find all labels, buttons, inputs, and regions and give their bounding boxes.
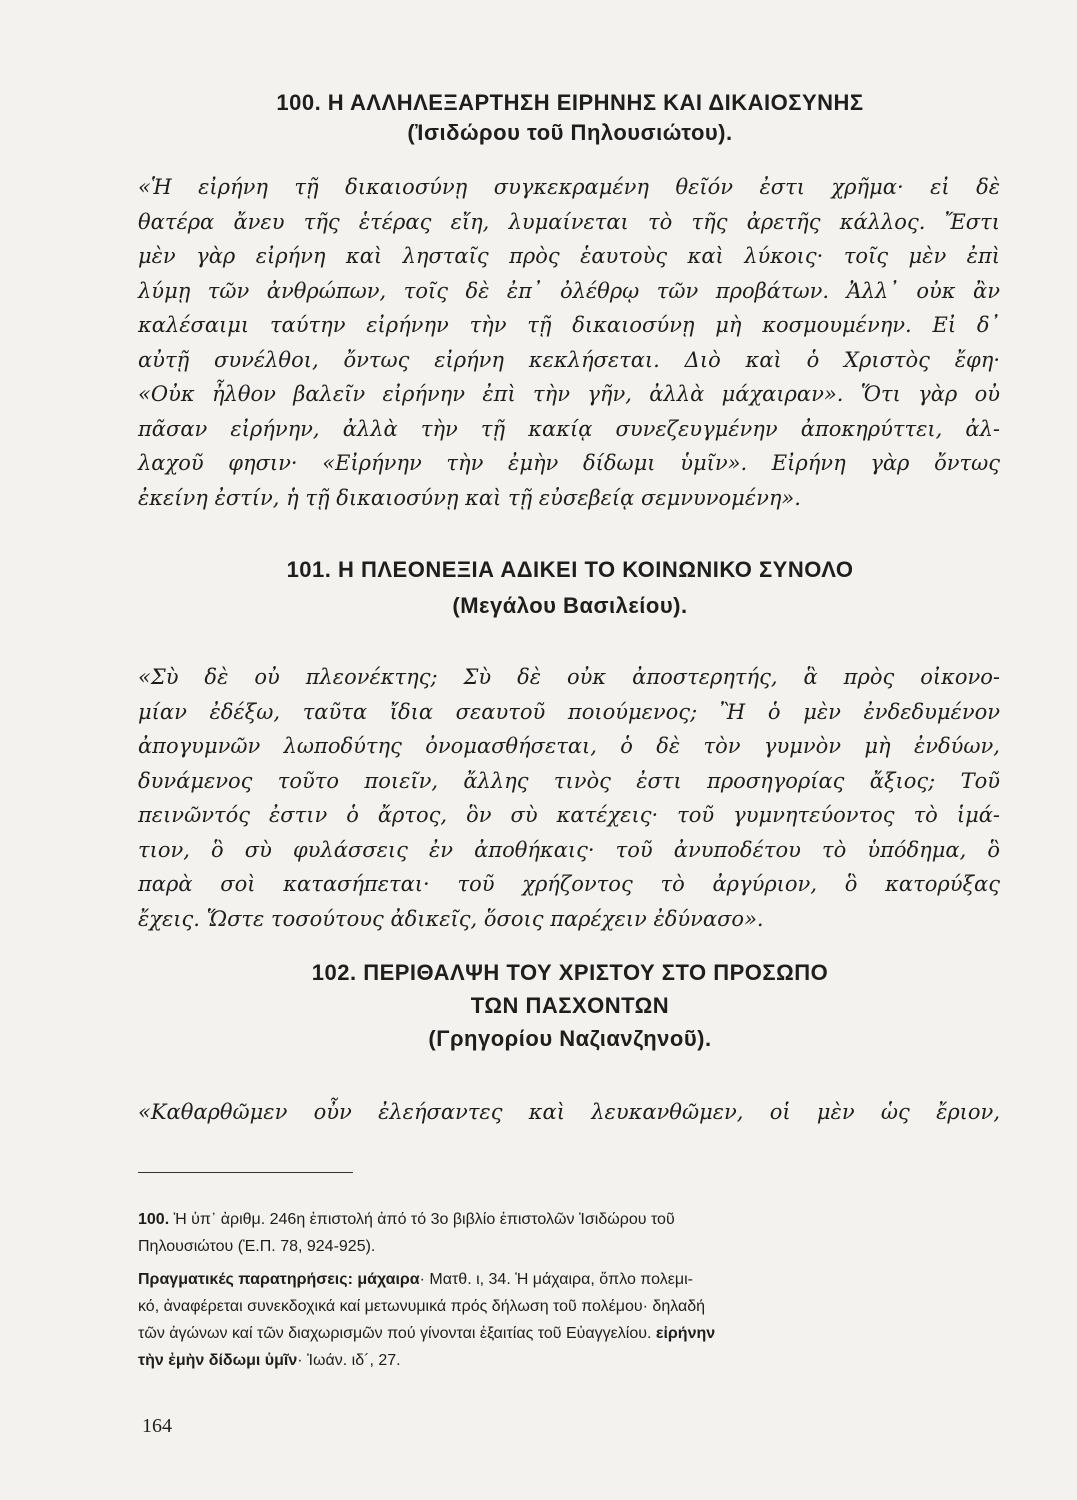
- quote-line: λύμῃ τῶν ἀνθρώπων, τοῖς δὲ ἐπ᾽ ὀλέθρῳ τῶν προβάτων. Ἀλλ᾽ οὐκ ἂν: [138, 278, 1000, 303]
- quote-line: μίαν ἐδέξω, ταῦτα ἴδια σεαυτοῦ ποιούμενος; Ἢ ὁ μὲν ἐνδεδυμένον: [138, 699, 1000, 724]
- quote-line: δυνάμενος τοῦτο ποιεῖν, ἄλλης τινὸς ἐστι προσηγορίας ἄξιος; Τοῦ: [138, 768, 1000, 793]
- quote-line: αὐτῇ συνέλθοι, ὄντως εἰρήνη κεκλήσεται. Διὸ καὶ ὁ Χριστὸς ἔφη·: [138, 347, 1000, 372]
- footnote-line: [138, 1320, 1008, 1347]
- footnote-text: · Ἰωάν. ιδ´, 27.: [297, 1352, 401, 1369]
- quote-line: μὲν γὰρ εἰρήνη καὶ λησταῖς πρὸς ἑαυτοὺς καὶ λύκοις· τοῖς μὲν ἐπὶ: [138, 244, 1000, 268]
- section-100-quote: [138, 170, 1000, 515]
- footnote-divider: [138, 1172, 353, 1173]
- quote-line: πᾶσαν εἰρήνην, ἀλλὰ τὴν τῇ κακίᾳ συνεζευγμένην ἀποκηρύττει, ἀλ-: [138, 416, 1000, 441]
- footnote-line: [138, 1266, 1008, 1293]
- footnote-number: 100.: [138, 1211, 170, 1228]
- footnote-term: Πραγματικές παρατηρήσεις: μάχαιρα: [138, 1271, 420, 1288]
- section-101-heading: [130, 555, 1010, 621]
- section-102-quote: [138, 1095, 1000, 1130]
- footnote-line: [138, 1206, 1008, 1233]
- footnote-text: κό, ἀναφέρεται συνεκδοχικά καί μετωνυμικά πρός δήλωση τοῦ πολέμου· δηλαδή: [138, 1298, 706, 1315]
- page-number: 164: [142, 1415, 172, 1437]
- quote-line: «Οὐκ ἦλθον βαλεῖν εἰρήνην ἐπὶ τὴν γῆν, ἀλλὰ μάχαιραν». Ὅτι γὰρ οὐ: [138, 382, 1000, 406]
- quote-line: «Καθαρθῶμεν οὖν ἐλεήσαντες καὶ λευκανθῶμεν, οἱ μὲν ὡς ἔριον,: [138, 1100, 1000, 1124]
- quote-line: ἀπογυμνῶν λωποδύτης ὀνομασθήσεται, ὁ δὲ τὸν γυμνὸν μὴ ἐνδύων,: [138, 734, 1000, 758]
- section-101-quote: [138, 660, 1000, 936]
- footnote-text: τῶν ἀγώνων καί τῶν διαχωρισμῶν πού γίνονται ἐξαιτίας τοῦ Εὐαγγελίου.: [138, 1325, 656, 1342]
- footnote-text: Ἡ ὑπ᾽ ἀριθμ. 246η ἐπιστολή ἀπό τό 3ο βιβλίο ἐπιστολῶν Ἰσιδώρου τοῦ: [169, 1211, 675, 1228]
- section-author: (Μεγάλου Βασιλείου).: [452, 593, 688, 618]
- footnote-term: τὴν ἐμὴν δίδωμι ὑμῖν: [138, 1352, 298, 1369]
- section-title: 100. Η ΑΛΛΗΛΕΞΑΡΤΗΣΗ ΕΙΡΗΝΗΣ ΚΑΙ ΔΙΚΑΙΟΣΥΝΗΣ: [276, 90, 864, 115]
- quote-line: πεινῶντός ἐστιν ὁ ἄρτος, ὃν σὺ κατέχεις· τοῦ γυμνητεύοντος τὸ ἱμά-: [138, 803, 1000, 827]
- section-102-heading: [130, 958, 1010, 1054]
- quote-line: «Ἡ εἰρήνη τῇ δικαιοσύνῃ συγκεκραμένη θεῖόν ἐστι χρῆμα· εἰ δὲ: [138, 175, 1000, 199]
- footnote-line: [138, 1347, 1008, 1374]
- quote-line: «Σὺ δὲ οὐ πλεονέκτης; Σὺ δὲ οὐκ ἀποστερητής, ἃ πρὸς οἰκονο-: [138, 665, 1000, 689]
- footnote-text: Πηλουσιώτου (Ἑ.Π. 78, 924-925).: [138, 1238, 376, 1255]
- quote-line: ἐκείνη ἐστίν, ἡ τῇ δικαιοσύνῃ καὶ τῇ εὐσεβείᾳ σεμνυνομένη».: [138, 485, 801, 510]
- footnote-text: · Ματθ. ι, 34. Ἡ μάχαιρα, ὅπλο πολεμι-: [419, 1271, 693, 1288]
- section-title: 101. Η ΠΛΕΟΝΕΞΙΑ ΑΔΙΚΕΙ ΤΟ ΚΟΙΝΩΝΙΚΟ ΣΥΝΟΛΟ: [286, 557, 854, 582]
- quote-line: λαχοῦ φησιν· «Εἰρήνην τὴν ἐμὴν δίδωμι ὑμῖν». Εἰρήνη γὰρ ὄντως: [138, 451, 1000, 475]
- quote-line: παρὰ σοὶ κατασήπεται· τοῦ χρήζοντος τὸ ἀργύριον, ὃ κατορύξας: [138, 872, 1000, 896]
- quote-line: ἔχεις. Ὥστε τοσούτους ἀδικεῖς, ὅσοις παρέχειν ἐδύνασο».: [138, 906, 764, 931]
- section-author: (Γρηγορίου Ναζιανζηνοῦ).: [428, 1026, 712, 1051]
- section-100-heading: [130, 88, 1010, 148]
- quote-line: θατέρα ἄνευ τῆς ἑτέρας εἴη, λυμαίνεται τὸ τῆς ἀρετῆς κάλλος. Ἔστι: [138, 209, 1000, 234]
- section-title: 102. ΠΕΡΙΘΑΛΨΗ ΤΟΥ ΧΡΙΣΤΟΥ ΣΤΟ ΠΡΟΣΩΠΟ: [311, 960, 829, 985]
- section-author: (Ἰσιδώρου τοῦ Πηλουσιώτου).: [407, 120, 733, 145]
- footnotes: [138, 1206, 1008, 1374]
- section-title-continued: ΤΩΝ ΠΑΣΧΟΝΤΩΝ: [470, 993, 670, 1018]
- footnote-term: εἰρήνην: [655, 1325, 716, 1342]
- quote-line: τιον, ὃ σὺ φυλάσσεις ἐν ἀποθήκαις· τοῦ ἀνυποδέτου τὸ ὑπόδημα, ὃ: [138, 837, 1000, 862]
- quote-line: καλέσαιμι ταύτην εἰρήνην τὴν τῇ δικαιοσύνῃ μὴ κοσμουμένην. Εἰ δ᾽: [138, 313, 1000, 337]
